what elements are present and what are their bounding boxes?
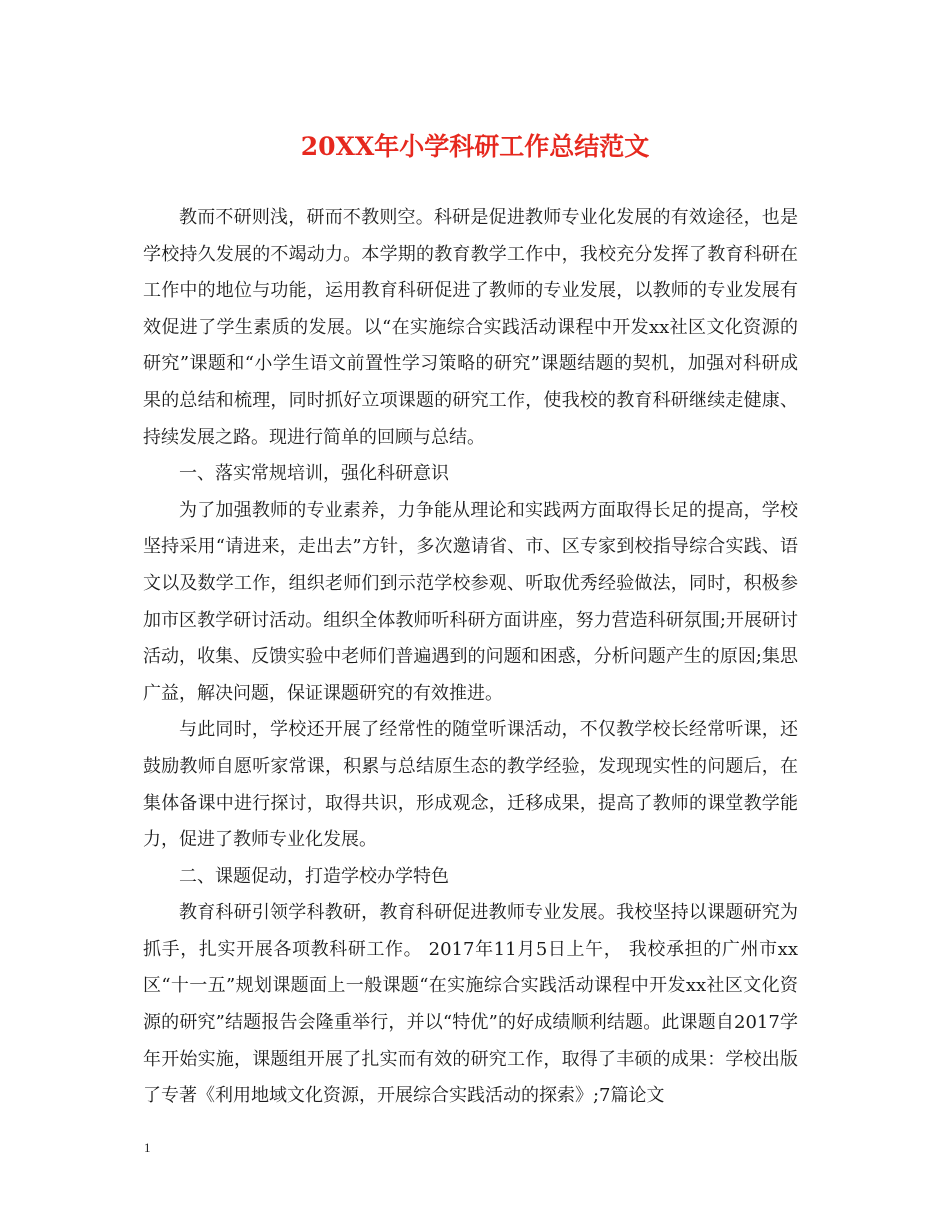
section-heading-1: 一、落实常规培训，强化科研意识	[179, 463, 449, 485]
section-heading-2: 二、课题促动，打造学校办学特色	[179, 865, 449, 887]
paragraph-classroom: 与此同时，学校还开展了经常性的随堂听课活动，不仅教学校长经常听课，还鼓励教师自愿听家常课，积累与总结原生态的教学经验，发现现实性的问题后，在集体备课中进行探讨，取得共识，形成观念，迁移成果，提高了教师的课堂教学能力，促进了教师专业化发展。	[143, 719, 798, 851]
paragraph-training: 为了加强教师的专业素养，力争能从理论和实践两方面取得长足的提高，学校坚持采用“请进来，走出去”方针，多次邀请省、市、区专家到校指导综合实践、语文以及数学工作，组织老师们到示范学校参观、听取优秀经验做法，同时，积极参加市区教学研讨活动。组织全体教师听科研方面讲座，努力营造科研氛围;开展研讨活动，收集、反馈实验中老师们普遍遇到的问题和困惑，分析问题产生的原因;集思广益，解决问题，保证课题研究的有效推进。	[143, 499, 798, 704]
paragraph-research: 教育科研引领学科教研，教育科研促进教师专业发展。我校坚持以课题研究为抓手，扎实开展各项教科研工作。 2017年11月5日上午， 我校承担的广州市xx区“十一五”规划课题面上一般课题“在实施综合实践活动课程中开发xx社区文化资源的研究”结题报告会隆重举行，并以“特优”的好成绩顺利结题。此课题自2017学年开始实施，课题组开展了扎实而有效的研究工作，取得了丰硕的成果：学校出版了专著《利用地域文化资源，开展综合实践活动的探索》;7篇论文	[143, 902, 798, 1107]
document-body	[143, 200, 798, 1115]
page-number: 1	[144, 1140, 151, 1155]
document-title: 20XX年小学科研工作总结范文	[300, 132, 650, 161]
paragraph-intro: 教而不研则浅，研而不教则空。科研是促进教师专业化发展的有效途径，也是学校持久发展的不竭动力。本学期的教育教学工作中，我校充分发挥了教育科研在工作中的地位与功能，运用教育科研促进了教师的专业发展，以教师的专业发展有效促进了学生素质的发展。以“在实施综合实践活动课程中开发xx社区文化资源的研究”课题和“小学生语文前置性学习策略的研究”课题结题的契机，加强对科研成果的总结和梳理，同时抓好立项课题的研究工作，使我校的教育科研继续走健康、持续发展之路。现进行简单的回顾与总结。	[143, 207, 798, 448]
